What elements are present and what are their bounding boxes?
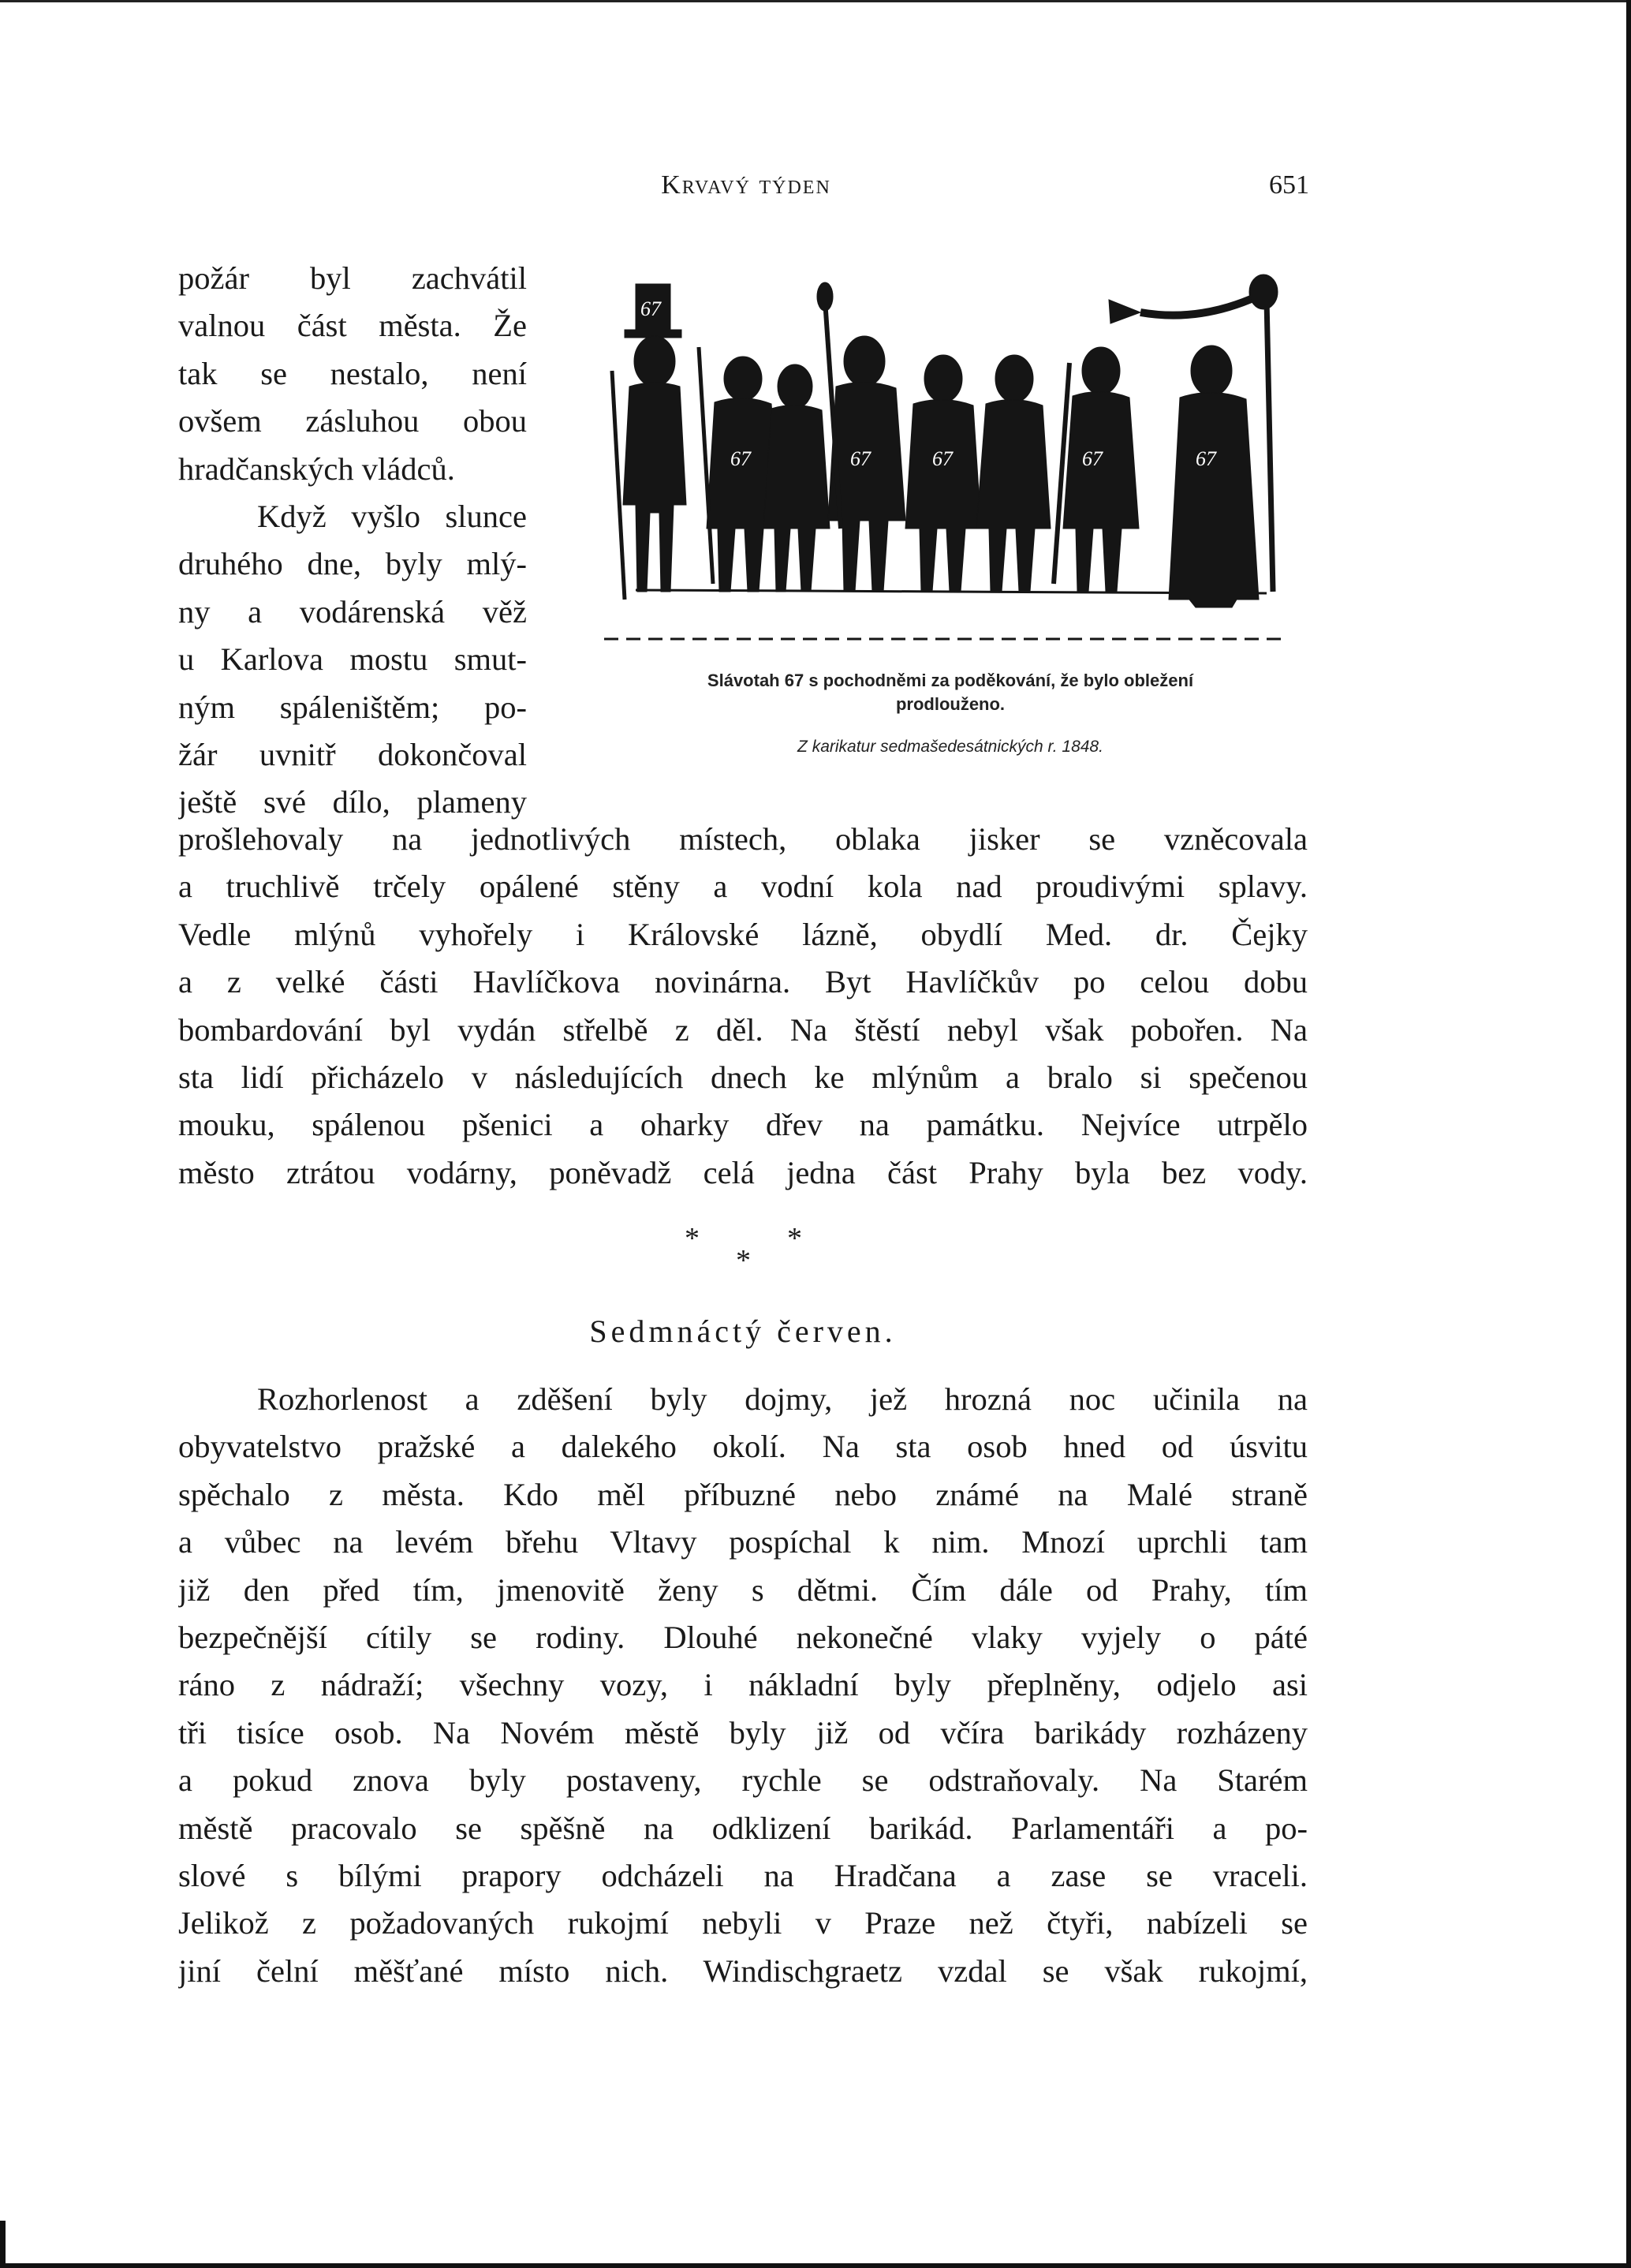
asterism-divider	[661, 1221, 834, 1276]
figure-badge: 67	[730, 447, 751, 470]
text-line: ny a vodárenská věž	[178, 593, 527, 630]
text-line: valnou část města. Že	[178, 308, 527, 344]
text-line: ným spáleništěm; po-	[178, 689, 527, 725]
text-line: slové s bílými prapory odcházeli na Hradčana a zase se vraceli.	[178, 1858, 1308, 1894]
text-line: městě pracovalo se spěšně na odklizení barikád. Parlamentáři a po-	[178, 1810, 1308, 1846]
paragraph-1	[178, 255, 527, 827]
figure-badge: 67	[932, 447, 953, 470]
text-line: prošlehovaly na jednotlivých místech, oblaka jisker se vzněcovala	[178, 821, 1308, 857]
text-line: spěchalo z města. Kdo měl příbuzné nebo známé na Malé straně	[178, 1476, 1308, 1512]
text-line: ráno z nádraží; všechny vozy, i nákladní byly přeplněny, odjelo asi	[178, 1667, 1308, 1703]
text-line: již den před tím, jmenovitě ženy s dětmi. Čím dále od Prahy, tím	[178, 1571, 1308, 1608]
text-line: Rozhorlenost a zděšení byly dojmy, jež hrozná noc učinila na	[257, 1381, 1308, 1417]
text-line: bombardování byl vydán střelbě z děl. Na štěstí nebyl však pobořen. Na	[178, 1011, 1308, 1048]
text-line: hradčanských vládců.	[178, 450, 455, 487]
caption-line-2: prodlouženo.	[895, 694, 1006, 714]
asterisk: *	[685, 1222, 700, 1255]
page-number: 651	[1269, 170, 1309, 200]
text-line: žár uvnitř dokončoval	[178, 737, 527, 773]
asterisk: *	[787, 1222, 802, 1255]
figure-badge: 67	[850, 447, 871, 470]
figure-badge: 67	[1196, 447, 1216, 470]
section-heading: Sedmnáctý červen.	[589, 1313, 897, 1349]
text-line: a z velké části Havlíčkova novinárna. Byt Havlíčkův po celou dobu	[178, 964, 1308, 1000]
page-right-edge	[1626, 0, 1631, 2268]
text-line: a vůbec na levém břehu Vltavy pospíchal k nim. Mnozí uprchli tam	[178, 1524, 1308, 1560]
procession-silhouettes	[588, 268, 1295, 647]
caricature-illustration	[588, 268, 1295, 647]
text-line: ovšem zásluhou obou	[178, 403, 527, 439]
figure-source: Z karikatur sedmašedesátnických r. 1848.	[797, 738, 1103, 756]
text-line: Jelikož z požadovaných rukojmí nebyli v Praze než čtyři, nabízeli se	[178, 1905, 1308, 1941]
text-line: tři tisíce osob. Na Novém městě byly již od včíra barikády rozházeny	[178, 1714, 1308, 1751]
caption-line-1: Slávotah 67 s pochodněmi za poděkování, že bylo obležení	[707, 671, 1194, 690]
paragraph-2	[178, 816, 1308, 1197]
running-title: Krvavý týden	[661, 170, 831, 200]
text-line: druhého dne, byly mlý-	[178, 546, 527, 582]
text-line: Vedle mlýnů vyhořely i Královské lázně, obydlí Med. dr. Čejky	[178, 916, 1308, 952]
page-bottom-edge	[0, 2263, 1631, 2268]
text-line: požár byl zachvátil	[178, 260, 527, 296]
text-line: Když vyšlo slunce	[257, 499, 527, 535]
paragraph-3	[178, 1376, 1308, 1995]
figure-badge: 67	[1082, 447, 1103, 470]
scan-edge-mark	[0, 2221, 6, 2264]
text-line: tak se nestalo, není	[178, 355, 527, 391]
page-top-edge	[0, 0, 1631, 2]
text-line: a pokud znova byly postaveny, rychle se odstraňovaly. Na Starém	[178, 1762, 1308, 1799]
text-line: obyvatelstvo pražské a dalekého okolí. Na sta osob hned od úsvitu	[178, 1429, 1308, 1465]
text-line: bezpečnější cítily se rodiny. Dlouhé nekonečné vlaky vyjely o páté	[178, 1620, 1308, 1656]
text-line: ještě své dílo, plameny	[178, 784, 527, 820]
text-line: a truchlivě trčely opálené stěny a vodní kola nad proudivými splavy.	[178, 869, 1308, 905]
hat-badge: 67	[640, 297, 661, 320]
asterisk: *	[736, 1244, 751, 1277]
text-line: sta lidí přicházelo v následujících dnech ke mlýnům a bralo si spečenou	[178, 1059, 1308, 1096]
figure-caption	[576, 669, 1325, 716]
running-head	[183, 170, 1309, 210]
text-line: u Karlova mostu smut-	[178, 641, 527, 678]
text-line: jiní čelní měšťané místo nich. Windischgraetz vzdal se však rukojmí,	[178, 1952, 1308, 1989]
text-line: město ztrátou vodárny, poněvadž celá jedna část Prahy byla bez vody.	[178, 1154, 1308, 1190]
text-line: mouku, spálenou pšenici a oharky dřev na památku. Nejvíce utrpělo	[178, 1107, 1308, 1143]
